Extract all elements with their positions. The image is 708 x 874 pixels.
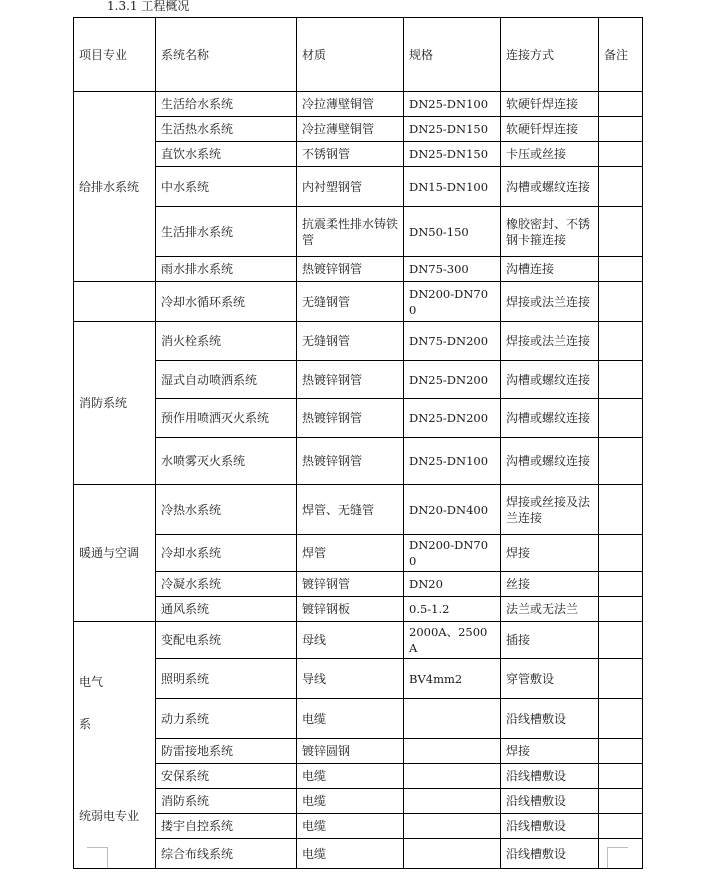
table-row [74, 361, 643, 399]
table-row [74, 814, 643, 839]
system-cell: 冷热水系统 [156, 485, 297, 535]
connection-cell: 焊接 [501, 739, 599, 764]
header-cell: 规格 [404, 18, 501, 92]
table-row [74, 167, 643, 207]
group-cell-electrical [74, 622, 156, 869]
system-cell: 变配电系统 [156, 622, 297, 659]
connection-cell: 沟槽或螺纹连接 [501, 167, 599, 207]
material-cell: 热镀锌钢管 [297, 399, 404, 438]
remark-cell [599, 117, 643, 142]
spec-cell: DN75-300 [404, 257, 501, 282]
system-cell: 生活热水系统 [156, 117, 297, 142]
spec-cell: DN15-DN100 [404, 167, 501, 207]
table-row [74, 207, 643, 257]
spec-cell: DN25-DN150 [404, 142, 501, 167]
table-row [74, 839, 643, 869]
spec-cell: DN25-DN200 [404, 361, 501, 399]
material-cell: 无缝钢管 [297, 282, 404, 322]
system-cell: 雨水排水系统 [156, 257, 297, 282]
group-cell-empty [74, 282, 156, 322]
table-row [74, 438, 643, 485]
table-row [74, 597, 643, 622]
table-row [74, 572, 643, 597]
material-cell: 焊管、无缝管 [297, 485, 404, 535]
material-cell: 不锈钢管 [297, 142, 404, 167]
system-cell: 通风系统 [156, 597, 297, 622]
connection-cell: 焊接或法兰连接 [501, 282, 599, 322]
spec-cell: 0.5-1.2 [404, 597, 501, 622]
connection-cell: 沿线槽敷设 [501, 789, 599, 814]
group-cell-fire: 消防系统 [74, 322, 156, 485]
table-row [74, 322, 643, 361]
system-cell: 冷却水循环系统 [156, 282, 297, 322]
system-cell: 中水系统 [156, 167, 297, 207]
table-header-row [74, 18, 643, 92]
spec-cell [404, 739, 501, 764]
table-row [74, 485, 643, 535]
connection-cell: 焊接或丝接及法兰连接 [501, 485, 599, 535]
project-overview-table [73, 17, 643, 869]
material-cell: 电缆 [297, 764, 404, 789]
connection-cell: 沿线槽敷设 [501, 699, 599, 739]
spec-cell: DN25-DN100 [404, 92, 501, 117]
table-row [74, 257, 643, 282]
system-cell: 防雷接地系统 [156, 739, 297, 764]
remark-cell [599, 142, 643, 167]
material-cell: 电缆 [297, 839, 404, 869]
material-cell: 镀锌钢管 [297, 572, 404, 597]
material-cell: 热镀锌钢管 [297, 257, 404, 282]
connection-cell: 沿线槽敷设 [501, 764, 599, 789]
material-cell: 热镀锌钢管 [297, 438, 404, 485]
remark-cell [599, 699, 643, 739]
connection-cell: 软硬钎焊连接 [501, 92, 599, 117]
connection-cell: 沟槽连接 [501, 257, 599, 282]
system-cell: 直饮水系统 [156, 142, 297, 167]
connection-cell: 丝接 [501, 572, 599, 597]
group-label-electrical: 电气 [79, 675, 104, 689]
remark-cell [599, 92, 643, 117]
spec-cell: DN20 [404, 572, 501, 597]
remark-cell [599, 789, 643, 814]
table-row [74, 142, 643, 167]
material-cell: 冷拉薄壁铜管 [297, 117, 404, 142]
remark-cell [599, 597, 643, 622]
remark-cell [599, 659, 643, 699]
system-cell: 冷凝水系统 [156, 572, 297, 597]
remark-cell [599, 739, 643, 764]
spec-cell: DN25-DN200 [404, 399, 501, 438]
system-cell: 照明系统 [156, 659, 297, 699]
spec-cell: BV4mm2 [404, 659, 501, 699]
material-cell: 镀锌钢板 [297, 597, 404, 622]
material-cell: 镀锌圆钢 [297, 739, 404, 764]
header-cell: 系统名称 [156, 18, 297, 92]
header-cell: 材质 [297, 18, 404, 92]
system-cell: 动力系统 [156, 699, 297, 739]
remark-cell [599, 622, 643, 659]
section-heading: 1.3.1 工程概况 [107, 0, 190, 13]
spec-cell [404, 764, 501, 789]
system-cell: 安保系统 [156, 764, 297, 789]
material-cell: 电缆 [297, 814, 404, 839]
system-cell: 消火栓系统 [156, 322, 297, 361]
connection-cell: 沿线槽敷设 [501, 814, 599, 839]
table-row [74, 739, 643, 764]
spec-cell [404, 789, 501, 814]
table-row [74, 764, 643, 789]
page-corner-mark [87, 847, 108, 868]
remark-cell [599, 485, 643, 535]
remark-cell [599, 438, 643, 485]
connection-cell: 插接 [501, 622, 599, 659]
system-cell: 冷却水系统 [156, 535, 297, 572]
system-cell: 搂宇自控系统 [156, 814, 297, 839]
spec-cell: DN200-DN700 [404, 535, 501, 572]
table-row [74, 622, 643, 659]
system-cell: 生活给水系统 [156, 92, 297, 117]
table-row [74, 659, 643, 699]
group-cell-hvac: 暖通与空调 [74, 485, 156, 622]
connection-cell: 沿线槽敷设 [501, 839, 599, 869]
material-cell: 冷拉薄壁铜管 [297, 92, 404, 117]
material-cell: 电缆 [297, 789, 404, 814]
table-row [74, 789, 643, 814]
remark-cell [599, 361, 643, 399]
remark-cell [599, 572, 643, 597]
remark-cell [599, 399, 643, 438]
group-cell-plumbing: 给排水系统 [74, 92, 156, 282]
connection-cell: 卡压或丝接 [501, 142, 599, 167]
remark-cell [599, 535, 643, 572]
table-row [74, 117, 643, 142]
system-cell: 综合布线系统 [156, 839, 297, 869]
header-cell: 连接方式 [501, 18, 599, 92]
remark-cell [599, 764, 643, 789]
header-cell: 项目专业 [74, 18, 156, 92]
group-label-electrical: 统弱电专业 [79, 809, 140, 823]
table-row [74, 92, 643, 117]
material-cell: 母线 [297, 622, 404, 659]
spec-cell [404, 814, 501, 839]
remark-cell [599, 322, 643, 361]
table-row [74, 535, 643, 572]
spec-cell: DN50-150 [404, 207, 501, 257]
system-cell: 生活排水系统 [156, 207, 297, 257]
material-cell: 抗震柔性排水铸铁管 [297, 207, 404, 257]
system-cell: 预作用喷洒灭火系统 [156, 399, 297, 438]
spec-cell: DN200-DN700 [404, 282, 501, 322]
material-cell: 无缝钢管 [297, 322, 404, 361]
spec-cell: DN25-DN100 [404, 438, 501, 485]
spec-cell: DN25-DN150 [404, 117, 501, 142]
table-row [74, 699, 643, 739]
connection-cell: 穿管敷设 [501, 659, 599, 699]
group-label-electrical: 系 [79, 717, 92, 731]
connection-cell: 焊接或法兰连接 [501, 322, 599, 361]
connection-cell: 法兰或无法兰 [501, 597, 599, 622]
spec-cell: 2000A、2500A [404, 622, 501, 659]
connection-cell: 沟槽或螺纹连接 [501, 399, 599, 438]
system-cell: 湿式自动喷洒系统 [156, 361, 297, 399]
table-row [74, 282, 643, 322]
remark-cell [599, 257, 643, 282]
spec-cell [404, 839, 501, 869]
header-cell: 备注 [599, 18, 643, 92]
material-cell: 内衬塑钢管 [297, 167, 404, 207]
remark-cell [599, 282, 643, 322]
system-cell: 水喷雾灭火系统 [156, 438, 297, 485]
system-cell: 消防系统 [156, 789, 297, 814]
connection-cell: 橡胶密封、不锈钢卡箍连接 [501, 207, 599, 257]
material-cell: 热镀锌钢管 [297, 361, 404, 399]
material-cell: 导线 [297, 659, 404, 699]
table-row [74, 399, 643, 438]
connection-cell: 焊接 [501, 535, 599, 572]
material-cell: 焊管 [297, 535, 404, 572]
connection-cell: 沟槽或螺纹连接 [501, 438, 599, 485]
page-corner-mark [607, 847, 628, 868]
connection-cell: 沟槽或螺纹连接 [501, 361, 599, 399]
spec-cell [404, 699, 501, 739]
connection-cell: 软硬钎焊连接 [501, 117, 599, 142]
material-cell: 电缆 [297, 699, 404, 739]
spec-cell: DN20-DN400 [404, 485, 501, 535]
remark-cell [599, 814, 643, 839]
remark-cell [599, 167, 643, 207]
spec-cell: DN75-DN200 [404, 322, 501, 361]
remark-cell [599, 207, 643, 257]
